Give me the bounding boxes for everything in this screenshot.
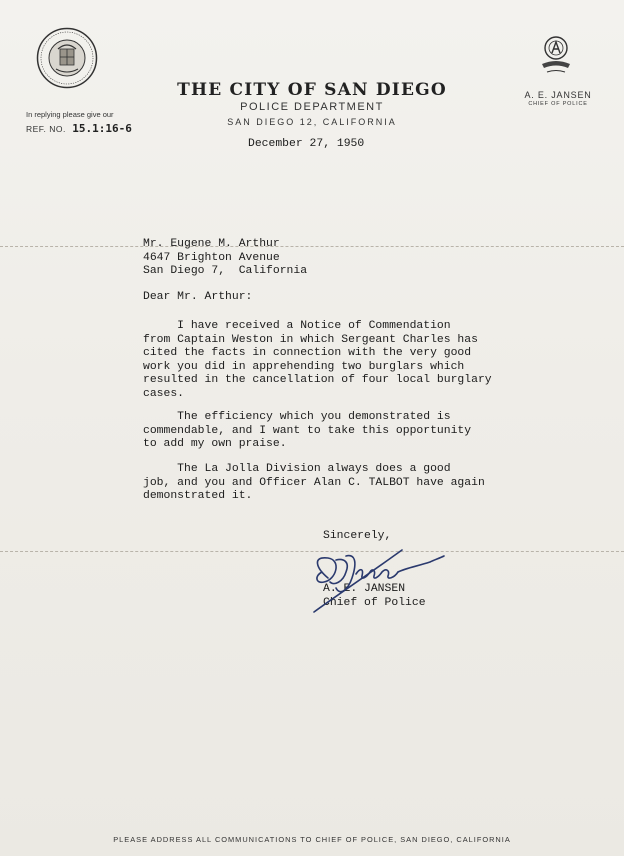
letterhead-chief-title: CHIEF OF POLICE xyxy=(528,101,588,107)
reference-label: REF. NO. xyxy=(26,124,66,134)
paragraph-line: resulted in the cancellation of four local burglary xyxy=(143,374,492,386)
paragraph-2 xyxy=(143,411,471,452)
letterhead-department: POLICE DEPARTMENT xyxy=(240,101,384,113)
paragraph-line: The La Jolla Division always does a good xyxy=(143,463,451,475)
salutation: Dear Mr. Arthur: xyxy=(143,291,253,303)
paragraph-1 xyxy=(143,320,492,401)
recipient-name: Mr. Eugene M. Arthur xyxy=(143,238,280,250)
fold-line-top xyxy=(0,246,624,247)
signer-name: A. E. JANSEN xyxy=(323,583,406,595)
reply-note: In replying please give our xyxy=(26,110,114,119)
letterhead-title: THE CITY OF SAN DIEGO xyxy=(177,80,447,100)
paragraph-line: I have received a Notice of Commendation xyxy=(143,320,451,332)
paragraph-line: work you did in apprehending two burglars which xyxy=(143,360,465,373)
paragraph-line: job, and you and Officer Alan C. TALBOT have again xyxy=(143,476,485,489)
reference-line xyxy=(26,122,132,135)
paragraph-3 xyxy=(143,463,485,504)
paragraph-line: cited the facts in connection with the very good xyxy=(143,347,472,359)
recipient-street: 4647 Brighton Avenue xyxy=(143,251,280,264)
letterhead-chief-name: A. E. JANSEN xyxy=(524,90,592,100)
signer-title: Chief of Police xyxy=(323,596,426,609)
paragraph-line: from Captain Weston in which Sergeant Charles has xyxy=(143,333,478,346)
letterhead-address: SAN DIEGO 12, CALIFORNIA xyxy=(227,117,397,127)
closing: Sincerely, xyxy=(323,530,392,542)
paragraph-line: commendable, and I want to take this opportunity xyxy=(143,424,472,437)
police-emblem-icon xyxy=(538,34,574,76)
letter-date: December 27, 1950 xyxy=(248,138,365,150)
paragraph-line: demonstrated it. xyxy=(143,490,253,502)
footer-note: PLEASE ADDRESS ALL COMMUNICATIONS TO CHIEF OF POLICE, SAN DIEGO, CALIFORNIA xyxy=(113,835,511,844)
recipient-address xyxy=(143,238,307,279)
recipient-city: San Diego 7, California xyxy=(143,265,308,277)
paragraph-line: The efficiency which you demonstrated is xyxy=(143,411,451,423)
paragraph-line: to add my own praise. xyxy=(143,438,287,450)
paragraph-line: cases. xyxy=(143,387,185,400)
signature-mark xyxy=(306,538,446,618)
reference-number: 15.1:16-6 xyxy=(72,122,132,135)
